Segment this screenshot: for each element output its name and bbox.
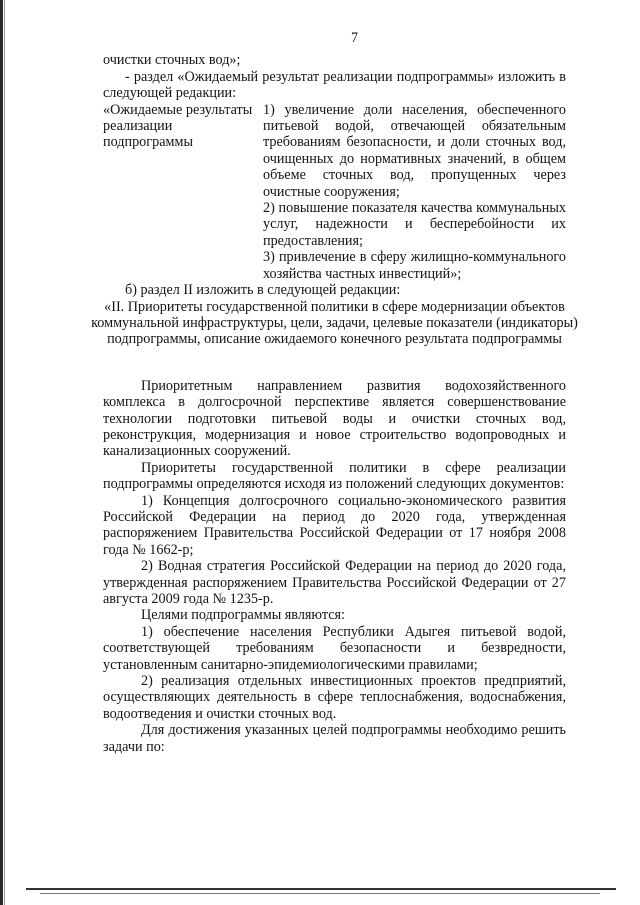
intro-line-2: - раздел «Ожидаемый результат реализации подпрограммы» изложить в следующей редакции: <box>103 68 566 102</box>
expected-results-table <box>103 102 566 282</box>
body-paragraph: 1) Концепция долгосрочного социально-экономического развития Российской Федерации на период до 2020 года, утвержденная распоряжением Правительства Российской Федерации от 17 ноября 2008 года № 1662-р; <box>103 492 566 558</box>
scan-border-left <box>0 0 3 905</box>
body-paragraph: Для достижения указанных целей подпрограммы необходимо решить задачи по: <box>103 722 566 755</box>
expected-results-label: «Ожидаемые результаты реализации подпрограммы <box>103 101 253 151</box>
scan-border-bottom <box>26 888 616 890</box>
expected-result-item: 2) повышение показателя качества коммунальных услуг, надежности и бесперебойности их предоставления; <box>263 200 566 249</box>
section-b-line: б) раздел II изложить в следующей редакции: <box>125 282 401 299</box>
document-page <box>91 30 578 755</box>
body-paragraph: 2) Водная стратегия Российской Федерации на период до 2020 года, утвержденная распоряжением Правительства Российской Федерации от 27 августа 2009 года № 1235-р. <box>103 558 566 607</box>
body-paragraph: Приоритеты государственной политики в сфере реализации подпрограммы определяются исходя из положений следующих документов: <box>103 459 566 493</box>
scan-border-bottom-shadow <box>40 893 600 894</box>
body-paragraph: Приоритетным направлением развития водохозяйственного комплекса в долгосрочной перспективе является совершенствование технологии подготовки питьевой воды и очистки сточных вод, реконструкция, модернизация и новое строительство водопроводных и канализационных сооружений. <box>103 377 566 460</box>
body-paragraph: 1) обеспечение населения Республики Адыгея питьевой водой, соответствующей требованиям безопасности и безвредности, установленным санитарно-эпидемиологическими правилами; <box>103 623 566 673</box>
body-paragraph: 2) реализация отдельных инвестиционных проектов предприятий, осуществляющих деятельность в сфере теплоснабжения, водоснабжения, водоотведения и очистки сточных вод. <box>103 673 566 722</box>
expected-results-items <box>263 102 566 282</box>
section-heading: «II. Приоритеты государственной политики в сфере модернизации объектов коммунальной инфраструктуры, цели, задачи, целевые показатели (индикаторы) подпрограммы, описание ожидаемого конечного результата подпрограммы <box>91 298 578 348</box>
page-number: 7 <box>350 30 359 46</box>
intro-line-1: очистки сточных вод»; <box>103 52 241 69</box>
scan-border-left-shadow <box>4 0 5 905</box>
expected-result-item: 3) привлечение в сферу жилищно-коммунального хозяйства частных инвестиций»; <box>263 249 566 282</box>
body-paragraph: Целями подпрограммы являются: <box>141 607 345 624</box>
expected-result-item: 1) увеличение доли населения, обеспеченного питьевой водой, отвечающей обязательным требованиям безопасности, и доли сточных вод, очищенных до нормативных значений, в общем объеме сточных вод, пропущенных через очистные сооружения; <box>263 101 566 200</box>
